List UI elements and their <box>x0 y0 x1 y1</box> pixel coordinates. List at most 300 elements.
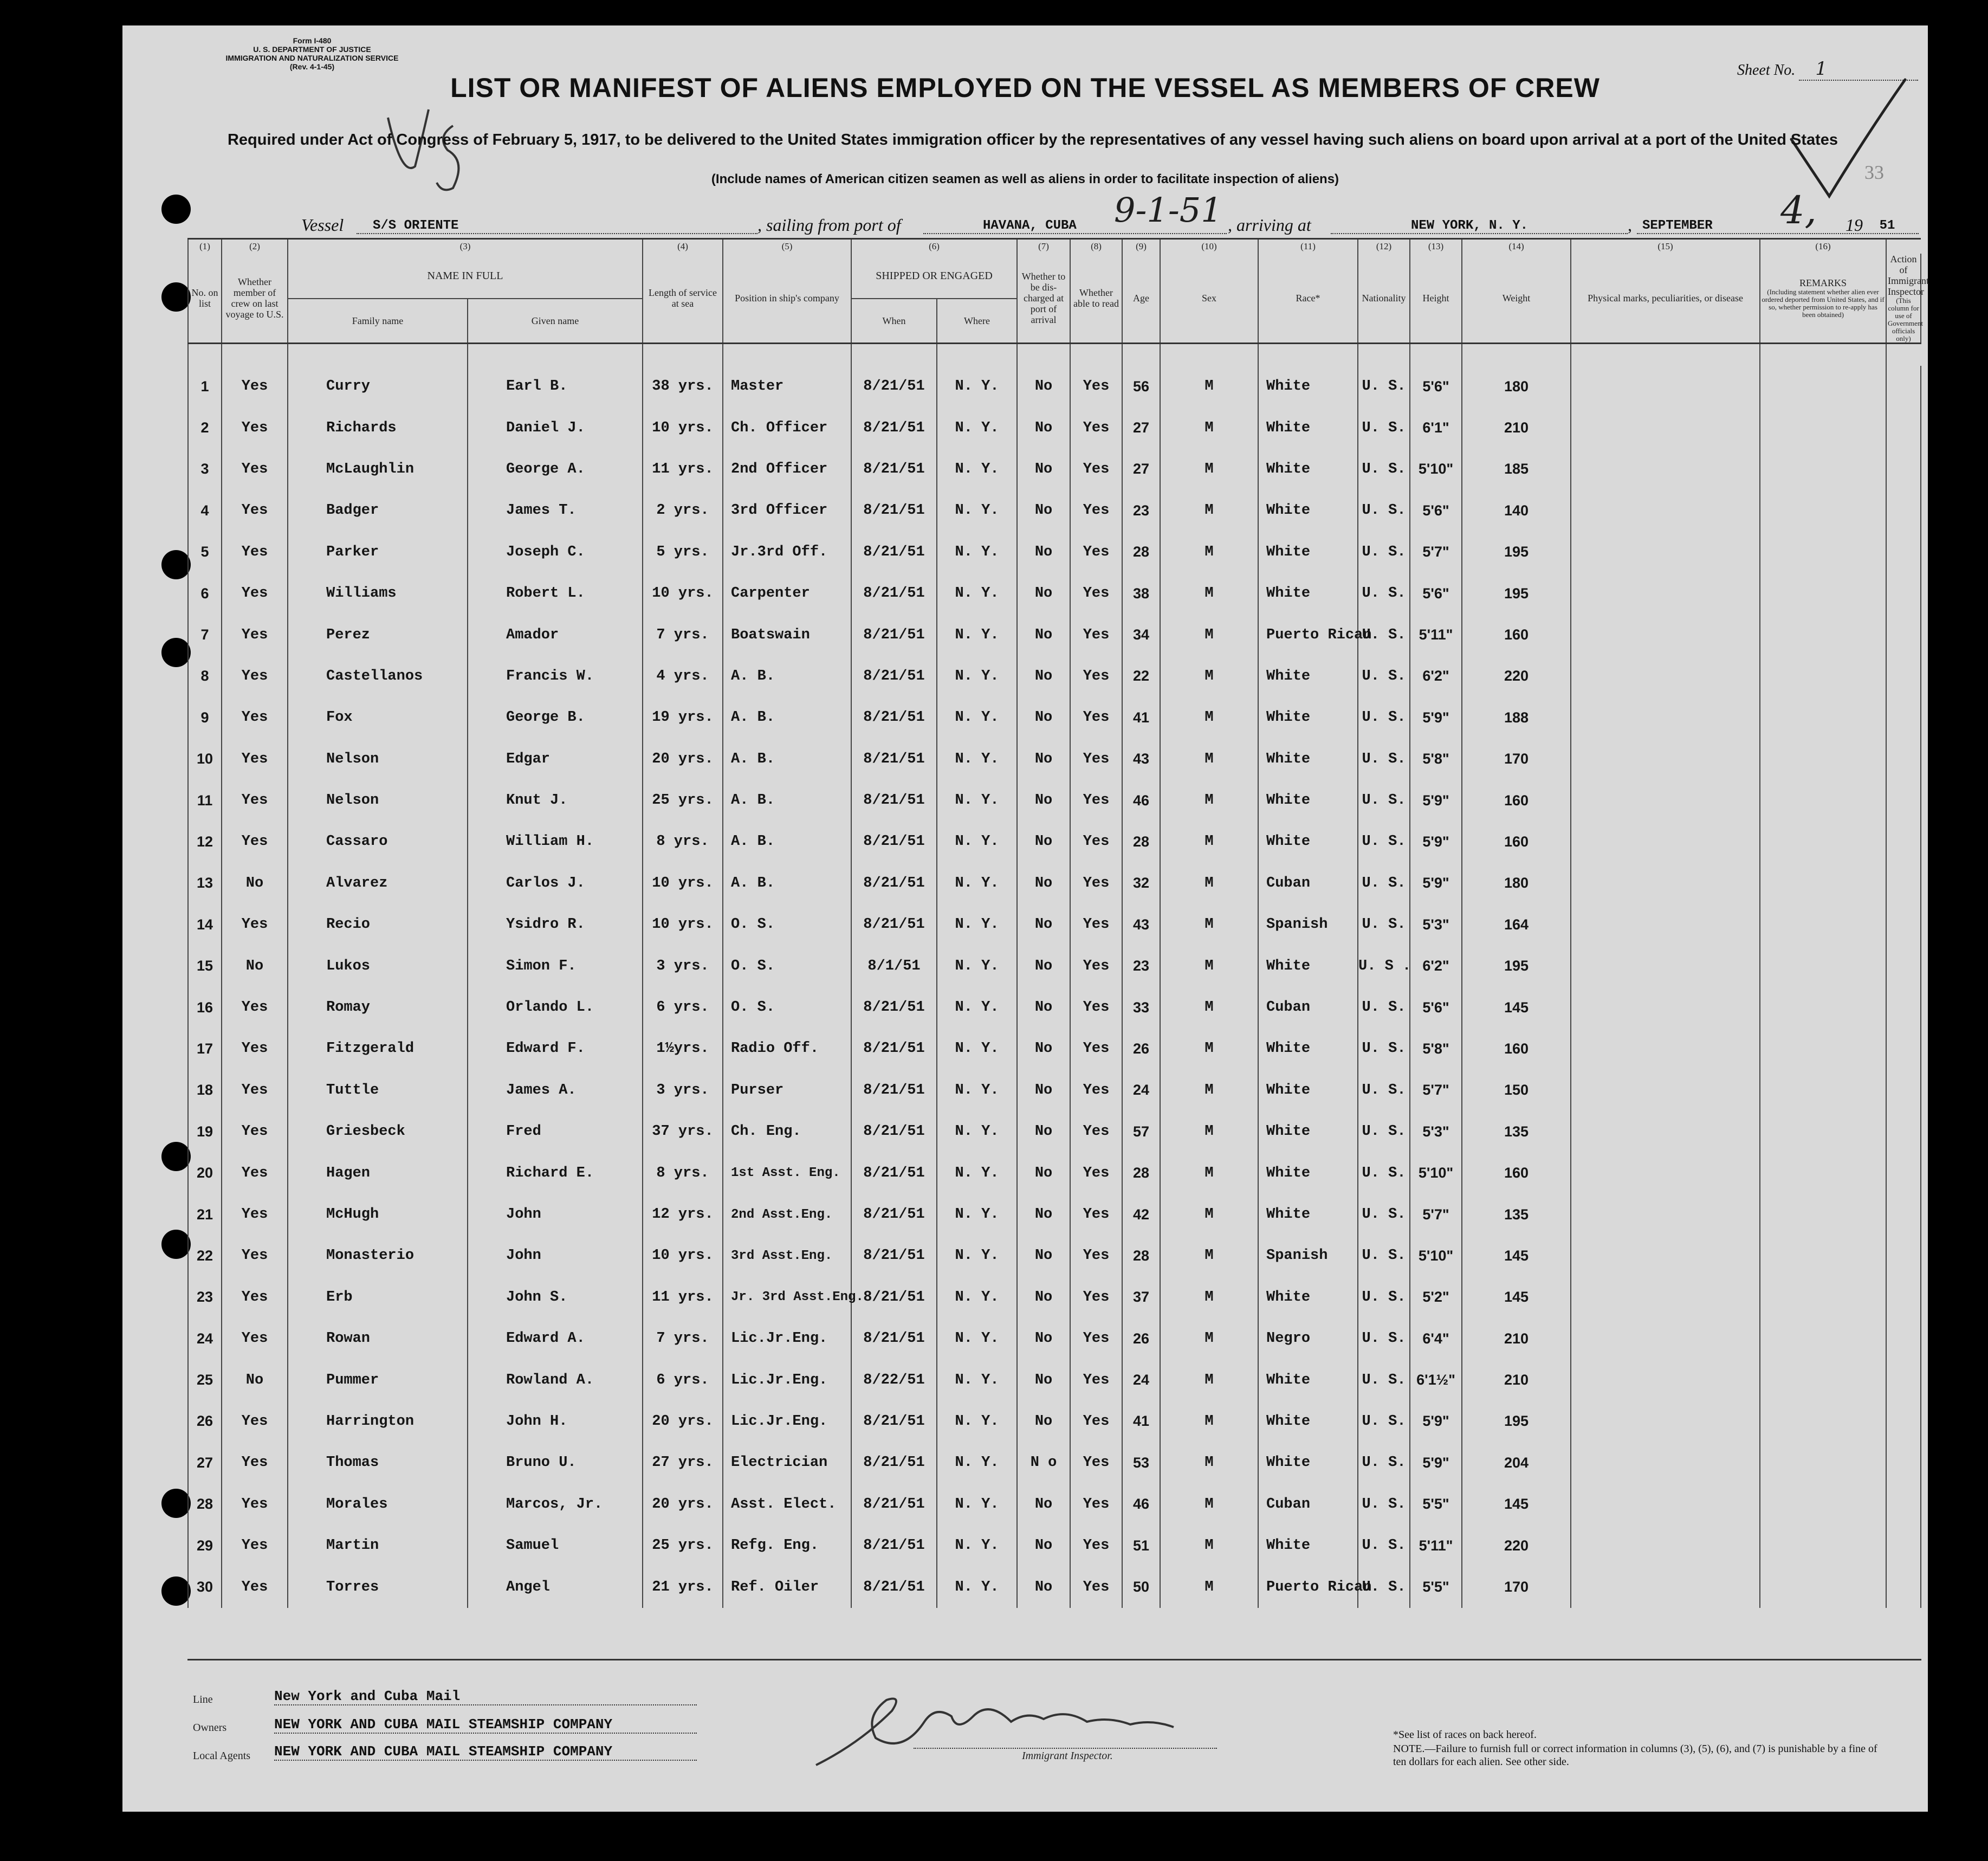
cell-row-number: 24 <box>188 1318 222 1359</box>
cell-engaged-when: 8/21/51 <box>851 1525 937 1566</box>
cell-prior-voyage: Yes <box>222 1194 288 1235</box>
cell-sex: M <box>1160 1401 1258 1442</box>
colnum-3: (3) <box>288 239 643 254</box>
crew-row <box>188 780 1921 821</box>
cell-age: 27 <box>1122 407 1160 448</box>
cell-remarks <box>1760 945 1886 986</box>
header-physical: Physical marks, peculiarities, or disease <box>1571 254 1760 344</box>
cell-age: 56 <box>1122 366 1160 407</box>
crew-row <box>188 1359 1921 1400</box>
cell-engaged-where: N. Y. <box>937 1442 1017 1483</box>
cell-row-number: 11 <box>188 780 222 821</box>
cell-sex: M <box>1160 780 1258 821</box>
cell-nationality: U. S. <box>1358 490 1410 531</box>
cell-sex: M <box>1160 573 1258 614</box>
statutory-requirement: Required under Act of Congress of February 5, 1917, to be delivered to the United States immigration officer by the representatives of any vessel having such aliens on board upon arrival at a port of the United States <box>227 131 1838 148</box>
cell-prior-voyage: Yes <box>222 1318 288 1359</box>
cell-family-name: Lukos <box>288 945 468 986</box>
cell-engaged-where: N. Y. <box>937 739 1017 780</box>
colnum-8: (8) <box>1070 239 1122 254</box>
cell-row-number: 3 <box>188 449 222 490</box>
cell-height: 5'11" <box>1410 614 1462 655</box>
colnum-15: (15) <box>1571 239 1760 254</box>
cell-age: 38 <box>1122 573 1160 614</box>
crew-row <box>188 1152 1921 1193</box>
cell-able-to-read: Yes <box>1070 821 1122 862</box>
cell-remarks <box>1760 1318 1886 1359</box>
cell-remarks <box>1760 739 1886 780</box>
cell-sex: M <box>1160 987 1258 1028</box>
crew-row <box>188 573 1921 614</box>
cell-inspector-action <box>1886 1566 1921 1607</box>
header-position: Position in ship's company <box>723 254 851 344</box>
crew-row <box>188 1235 1921 1276</box>
cell-engaged-where: N. Y. <box>937 407 1017 448</box>
cell-family-name: Griesbeck <box>288 1111 468 1152</box>
cell-sex: M <box>1160 1359 1258 1400</box>
cell-sex: M <box>1160 1028 1258 1069</box>
cell-length-service: 10 yrs. <box>643 407 723 448</box>
cell-length-service: 12 yrs. <box>643 1194 723 1235</box>
cell-weight: 145 <box>1462 1484 1571 1525</box>
cell-race: White <box>1258 656 1358 697</box>
cell-engaged-when: 8/21/51 <box>851 1194 937 1235</box>
cell-sex: M <box>1160 1235 1258 1276</box>
cell-physical-marks <box>1571 490 1760 531</box>
cell-row-number: 22 <box>188 1235 222 1276</box>
cell-weight: 160 <box>1462 821 1571 862</box>
cell-engaged-where: N. Y. <box>937 821 1017 862</box>
cell-position: O. S. <box>723 904 851 945</box>
cell-to-be-discharged: No <box>1017 490 1070 531</box>
cell-able-to-read: Yes <box>1070 1194 1122 1235</box>
cell-able-to-read: Yes <box>1070 1484 1122 1525</box>
handwritten-date: 9-1-51 <box>1114 190 1222 230</box>
cell-age: 27 <box>1122 449 1160 490</box>
cell-height: 5'7" <box>1410 1194 1462 1235</box>
cell-nationality: U. S. <box>1358 1194 1410 1235</box>
cell-length-service: 4 yrs. <box>643 656 723 697</box>
cell-prior-voyage: Yes <box>222 1525 288 1566</box>
cell-able-to-read: Yes <box>1070 532 1122 573</box>
cell-nationality: U. S. <box>1358 449 1410 490</box>
cell-family-name: Alvarez <box>288 863 468 904</box>
cell-inspector-action <box>1886 1194 1921 1235</box>
cell-row-number: 21 <box>188 1194 222 1235</box>
sailing-label: , sailing from port of <box>757 215 901 235</box>
cell-inspector-action <box>1886 821 1921 862</box>
header-whether-member: Whether member of crew on last voyage to U.S. <box>222 254 288 344</box>
cell-engaged-when: 8/21/51 <box>851 573 937 614</box>
cell-engaged-where: N. Y. <box>937 945 1017 986</box>
cell-position: A. B. <box>723 863 851 904</box>
cell-engaged-where: N. Y. <box>937 987 1017 1028</box>
cell-to-be-discharged: No <box>1017 1235 1070 1276</box>
cell-sex: M <box>1160 407 1258 448</box>
arrival-port: NEW YORK, N. Y. <box>1331 218 1628 234</box>
cell-inspector-action <box>1886 1277 1921 1318</box>
crew-row <box>188 1277 1921 1318</box>
colnum-10: (10) <box>1160 239 1258 254</box>
cell-physical-marks <box>1571 1318 1760 1359</box>
cell-race: White <box>1258 1442 1358 1483</box>
form-header <box>198 36 426 71</box>
cell-engaged-where: N. Y. <box>937 573 1017 614</box>
header-action-title: Action of Immigrant Inspector <box>1888 254 1929 297</box>
cell-row-number: 1 <box>188 366 222 407</box>
cell-prior-voyage: No <box>222 863 288 904</box>
cell-engaged-where: N. Y. <box>937 780 1017 821</box>
cell-engaged-when: 8/21/51 <box>851 1442 937 1483</box>
cell-able-to-read: Yes <box>1070 490 1122 531</box>
cell-age: 28 <box>1122 532 1160 573</box>
cell-nationality: U. S. <box>1358 532 1410 573</box>
cell-weight: 195 <box>1462 532 1571 573</box>
cell-row-number: 16 <box>188 987 222 1028</box>
cell-row-number: 26 <box>188 1401 222 1442</box>
header-when: When <box>851 299 937 344</box>
cell-length-service: 10 yrs. <box>643 1235 723 1276</box>
cell-length-service: 8 yrs. <box>643 1152 723 1193</box>
cell-given-name: Richard E. <box>468 1152 643 1193</box>
cell-given-name: Orlando L. <box>468 987 643 1028</box>
column-number-row <box>188 239 1921 254</box>
cell-inspector-action <box>1886 1235 1921 1276</box>
cell-race: Cuban <box>1258 987 1358 1028</box>
cell-engaged-when: 8/21/51 <box>851 987 937 1028</box>
cell-prior-voyage: Yes <box>222 904 288 945</box>
cell-sex: M <box>1160 1194 1258 1235</box>
colnum-6: (6) <box>851 239 1017 254</box>
cell-weight: 195 <box>1462 573 1571 614</box>
cell-engaged-where: N. Y. <box>937 1525 1017 1566</box>
cell-given-name: George A. <box>468 449 643 490</box>
cell-sex: M <box>1160 1070 1258 1111</box>
cell-weight: 160 <box>1462 780 1571 821</box>
cell-to-be-discharged: No <box>1017 366 1070 407</box>
cell-age: 37 <box>1122 1277 1160 1318</box>
cell-to-be-discharged: No <box>1017 1152 1070 1193</box>
cell-family-name: McLaughlin <box>288 449 468 490</box>
crew-row <box>188 863 1921 904</box>
cell-given-name: Edgar <box>468 739 643 780</box>
cell-family-name: Cassaro <box>288 821 468 862</box>
cell-physical-marks <box>1571 945 1760 986</box>
cell-nationality: U. S. <box>1358 656 1410 697</box>
cell-given-name: John <box>468 1235 643 1276</box>
colnum-16: (16) <box>1760 239 1886 254</box>
header-remarks-title: REMARKS <box>1799 277 1847 288</box>
cell-age: 46 <box>1122 780 1160 821</box>
cell-engaged-when: 8/21/51 <box>851 614 937 655</box>
cell-physical-marks <box>1571 1152 1760 1193</box>
cell-length-service: 5 yrs. <box>643 532 723 573</box>
vessel-name: S/S ORIENTE <box>357 218 757 234</box>
crew-row <box>188 1566 1921 1607</box>
races-note: *See list of races on back hereof. <box>1393 1729 1537 1741</box>
cell-height: 5'8" <box>1410 739 1462 780</box>
cell-remarks <box>1760 656 1886 697</box>
cell-position: 3rd Officer <box>723 490 851 531</box>
cell-to-be-discharged: No <box>1017 1401 1070 1442</box>
cell-height: 5'9" <box>1410 780 1462 821</box>
cell-row-number: 13 <box>188 863 222 904</box>
cell-inspector-action <box>1886 1070 1921 1111</box>
cell-given-name: Carlos J. <box>468 863 643 904</box>
punch-hole <box>161 638 191 667</box>
cell-engaged-when: 8/21/51 <box>851 366 937 407</box>
cell-weight: 150 <box>1462 1070 1571 1111</box>
cell-family-name: Rowan <box>288 1318 468 1359</box>
colnum-12: (12) <box>1358 239 1410 254</box>
cell-weight: 160 <box>1462 1028 1571 1069</box>
cell-height: 5'5" <box>1410 1566 1462 1607</box>
cell-age: 46 <box>1122 1484 1160 1525</box>
cell-inspector-action <box>1886 739 1921 780</box>
margin-mark: 33 <box>1864 161 1884 183</box>
cell-able-to-read: Yes <box>1070 1070 1122 1111</box>
cell-physical-marks <box>1571 1359 1760 1400</box>
cell-remarks <box>1760 1152 1886 1193</box>
cell-age: 57 <box>1122 1111 1160 1152</box>
cell-remarks <box>1760 614 1886 655</box>
cell-row-number: 7 <box>188 614 222 655</box>
cell-engaged-when: 8/21/51 <box>851 697 937 738</box>
cell-engaged-when: 8/21/51 <box>851 904 937 945</box>
cell-weight: 160 <box>1462 1152 1571 1193</box>
crew-row <box>188 1194 1921 1235</box>
cell-prior-voyage: No <box>222 945 288 986</box>
cell-prior-voyage: Yes <box>222 449 288 490</box>
colnum-11: (11) <box>1258 239 1358 254</box>
cell-engaged-where: N. Y. <box>937 366 1017 407</box>
cell-engaged-when: 8/22/51 <box>851 1359 937 1400</box>
cell-race: White <box>1258 1277 1358 1318</box>
cell-inspector-action <box>1886 1359 1921 1400</box>
cell-prior-voyage: Yes <box>222 366 288 407</box>
cell-remarks <box>1760 1401 1886 1442</box>
cell-prior-voyage: Yes <box>222 1235 288 1276</box>
header-age: Age <box>1122 254 1160 344</box>
cell-physical-marks <box>1571 1070 1760 1111</box>
cell-length-service: 37 yrs. <box>643 1111 723 1152</box>
cell-position: A. B. <box>723 739 851 780</box>
cell-height: 6'2" <box>1410 656 1462 697</box>
crew-row <box>188 532 1921 573</box>
cell-row-number: 12 <box>188 821 222 862</box>
crew-row <box>188 821 1921 862</box>
cell-nationality: U. S . <box>1358 945 1410 986</box>
cell-inspector-action <box>1886 490 1921 531</box>
form-number: Form I-480 <box>293 36 332 45</box>
cell-nationality: U. S. <box>1358 1028 1410 1069</box>
cell-engaged-when: 8/21/51 <box>851 1070 937 1111</box>
cell-engaged-when: 8/21/51 <box>851 739 937 780</box>
cell-row-number: 18 <box>188 1070 222 1111</box>
cell-position: A. B. <box>723 697 851 738</box>
cell-physical-marks <box>1571 366 1760 407</box>
cell-physical-marks <box>1571 987 1760 1028</box>
cell-engaged-when: 8/21/51 <box>851 449 937 490</box>
cell-row-number: 10 <box>188 739 222 780</box>
cell-length-service: 10 yrs. <box>643 904 723 945</box>
cell-remarks <box>1760 366 1886 407</box>
cell-weight: 185 <box>1462 449 1571 490</box>
cell-weight: 204 <box>1462 1442 1571 1483</box>
cell-sex: M <box>1160 1152 1258 1193</box>
crew-row <box>188 739 1921 780</box>
header-action-note: (This column for use of Government officials only) <box>1888 296 1924 343</box>
cell-height: 5'9" <box>1410 863 1462 904</box>
cell-remarks <box>1760 697 1886 738</box>
cell-remarks <box>1760 1442 1886 1483</box>
cell-sex: M <box>1160 1111 1258 1152</box>
cell-inspector-action <box>1886 1111 1921 1152</box>
cell-height: 6'1½" <box>1410 1359 1462 1400</box>
cell-remarks <box>1760 1235 1886 1276</box>
cell-inspector-action <box>1886 1152 1921 1193</box>
cell-remarks <box>1760 1566 1886 1607</box>
cell-position: Refg. Eng. <box>723 1525 851 1566</box>
cell-row-number: 28 <box>188 1484 222 1525</box>
cell-race: White <box>1258 1401 1358 1442</box>
cell-length-service: 11 yrs. <box>643 1277 723 1318</box>
arrival-year: 51 <box>1868 218 1906 234</box>
punch-hole <box>161 1142 191 1171</box>
punch-hole <box>161 550 191 579</box>
crew-row <box>188 1318 1921 1359</box>
cell-engaged-when: 8/21/51 <box>851 532 937 573</box>
cell-length-service: 20 yrs. <box>643 739 723 780</box>
cell-position: 1st Asst. Eng. <box>723 1152 851 1193</box>
cell-inspector-action <box>1886 1442 1921 1483</box>
cell-nationality: U. S. <box>1358 821 1410 862</box>
cell-remarks <box>1760 1359 1886 1400</box>
cell-engaged-when: 8/21/51 <box>851 1277 937 1318</box>
colnum-5: (5) <box>723 239 851 254</box>
cell-engaged-when: 8/21/51 <box>851 490 937 531</box>
colnum-1: (1) <box>188 239 222 254</box>
cell-inspector-action <box>1886 1484 1921 1525</box>
cell-able-to-read: Yes <box>1070 1401 1122 1442</box>
cell-engaged-where: N. Y. <box>937 1152 1017 1193</box>
cell-length-service: 11 yrs. <box>643 449 723 490</box>
cell-nationality: U. S. <box>1358 1070 1410 1111</box>
cell-position: Electrician <box>723 1442 851 1483</box>
cell-able-to-read: Yes <box>1070 366 1122 407</box>
cell-inspector-action <box>1886 987 1921 1028</box>
cell-engaged-where: N. Y. <box>937 1070 1017 1111</box>
cell-physical-marks <box>1571 407 1760 448</box>
cell-remarks <box>1760 904 1886 945</box>
cell-to-be-discharged: No <box>1017 739 1070 780</box>
cell-age: 33 <box>1122 987 1160 1028</box>
cell-able-to-read: Yes <box>1070 449 1122 490</box>
cell-row-number: 30 <box>188 1566 222 1607</box>
cell-family-name: Harrington <box>288 1401 468 1442</box>
cell-nationality: U. S. <box>1358 987 1410 1028</box>
colnum-9: (9) <box>1122 239 1160 254</box>
cell-family-name: Recio <box>288 904 468 945</box>
cell-nationality: U. S. <box>1358 1401 1410 1442</box>
cell-engaged-when: 8/21/51 <box>851 1401 937 1442</box>
cell-height: 5'3" <box>1410 904 1462 945</box>
cell-given-name: James A. <box>468 1070 643 1111</box>
header-action <box>1886 254 1929 344</box>
cell-engaged-where: N. Y. <box>937 1566 1017 1607</box>
cell-row-number: 17 <box>188 1028 222 1069</box>
cell-weight: 210 <box>1462 1318 1571 1359</box>
cell-height: 5'11" <box>1410 1525 1462 1566</box>
cell-inspector-action <box>1886 656 1921 697</box>
cell-sex: M <box>1160 863 1258 904</box>
cell-position: Lic.Jr.Eng. <box>723 1401 851 1442</box>
cell-height: 5'9" <box>1410 1442 1462 1483</box>
cell-prior-voyage: Yes <box>222 821 288 862</box>
cell-sex: M <box>1160 1525 1258 1566</box>
cell-engaged-where: N. Y. <box>937 904 1017 945</box>
cell-able-to-read: Yes <box>1070 1028 1122 1069</box>
cell-nationality: U. S. <box>1358 863 1410 904</box>
cell-inspector-action <box>1886 532 1921 573</box>
cell-given-name: John <box>468 1194 643 1235</box>
cell-to-be-discharged: No <box>1017 1028 1070 1069</box>
cell-to-be-discharged: No <box>1017 697 1070 738</box>
cell-given-name: Bruno U. <box>468 1442 643 1483</box>
crew-row <box>188 1484 1921 1525</box>
cell-row-number: 2 <box>188 407 222 448</box>
cell-remarks <box>1760 987 1886 1028</box>
cell-sex: M <box>1160 945 1258 986</box>
cell-physical-marks <box>1571 1277 1760 1318</box>
cell-race: White <box>1258 490 1358 531</box>
crew-row <box>188 987 1921 1028</box>
cell-age: 41 <box>1122 1401 1160 1442</box>
cell-nationality: U. S. <box>1358 1111 1410 1152</box>
cell-height: 5'6" <box>1410 987 1462 1028</box>
cell-able-to-read: Yes <box>1070 1111 1122 1152</box>
cell-physical-marks <box>1571 1235 1760 1276</box>
cell-age: 28 <box>1122 1235 1160 1276</box>
cell-to-be-discharged: No <box>1017 1277 1070 1318</box>
crew-row <box>188 1442 1921 1483</box>
cell-nationality: U. S. <box>1358 739 1410 780</box>
cell-prior-voyage: Yes <box>222 1442 288 1483</box>
cell-family-name: Castellanos <box>288 656 468 697</box>
cell-prior-voyage: Yes <box>222 1566 288 1607</box>
cell-nationality: U. S. <box>1358 1484 1410 1525</box>
agents-value: NEW YORK AND CUBA MAIL STEAMSHIP COMPANY <box>274 1743 697 1761</box>
colnum-14: (14) <box>1462 239 1571 254</box>
cell-weight: 135 <box>1462 1111 1571 1152</box>
cell-to-be-discharged: No <box>1017 987 1070 1028</box>
cell-weight: 180 <box>1462 366 1571 407</box>
cell-position: Master <box>723 366 851 407</box>
crew-manifest-table <box>187 238 1929 1608</box>
cell-physical-marks <box>1571 780 1760 821</box>
cell-sex: M <box>1160 532 1258 573</box>
cell-nationality: U. S. <box>1358 697 1410 738</box>
cell-row-number: 27 <box>188 1442 222 1483</box>
crew-rows <box>188 344 1921 1608</box>
cell-sex: M <box>1160 1318 1258 1359</box>
cell-engaged-where: N. Y. <box>937 532 1017 573</box>
cell-age: 26 <box>1122 1318 1160 1359</box>
cell-remarks <box>1760 1028 1886 1069</box>
colnum-13: (13) <box>1410 239 1462 254</box>
cell-inspector-action <box>1886 614 1921 655</box>
cell-weight: 164 <box>1462 904 1571 945</box>
